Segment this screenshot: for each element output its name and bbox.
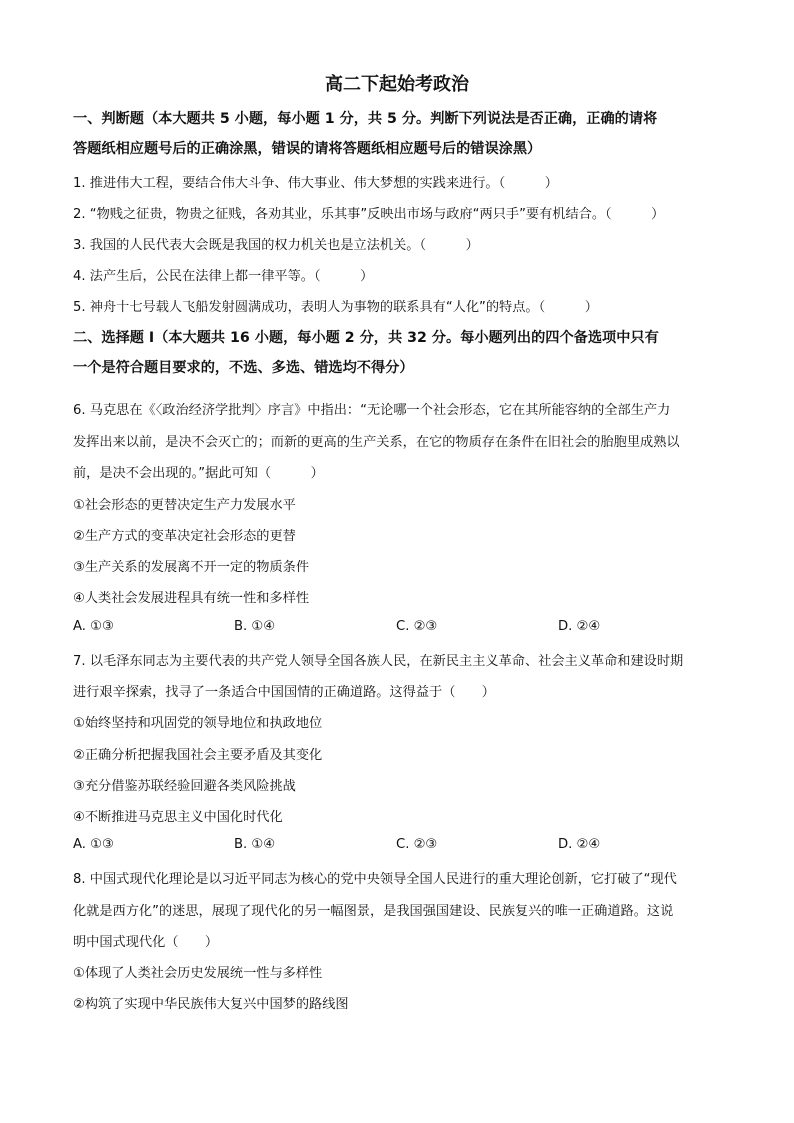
q6-stem-line-3: 前，是决不会出现的。”据此可知（ ）: [73, 466, 324, 481]
q6-option-d: D. ②④: [558, 619, 601, 634]
q7-stem-line-1: 7. 以毛泽东同志为主要代表的共产党人领导全国各族人民，在新民主主义革命、社会主义革命和建设时期: [73, 654, 684, 669]
judgment-item-4: 4. 法产生后，公民在法律上都一律平等。（ ）: [73, 269, 374, 284]
section2-heading-line-1: 二、选择题 I（本大题共 16 小题，每小题 2 分，共 32 分。每小题列出的四个备选项中只有: [73, 330, 659, 346]
q7-statement-1: ①始终坚持和巩固党的领导地位和执政地位: [73, 716, 323, 731]
q6-option-a: A. ①③: [73, 619, 114, 634]
section2-heading-line-2: 一个是符合题目要求的，不选、多选、错选均不得分）: [73, 360, 414, 376]
section1-heading-line-2: 答题纸相应题号后的正确涂黑，错误的请将答题纸相应题号后的错误涂黑）: [73, 141, 542, 157]
q8-stem-line-2: 化就是西方化”的迷思，展现了现代化的另一幅图景，是我国强国建设、民族复兴的唯一正确道路。这说: [73, 904, 674, 919]
q6-option-b: B. ①④: [234, 619, 276, 634]
q8-stem-line-1: 8. 中国式现代化理论是以习近平同志为核心的党中央领导全国人民进行的重大理论创新，它打破了“现代: [73, 872, 677, 887]
q7-option-c: C. ②③: [396, 837, 438, 852]
page-title: 高二下起始考政治: [325, 74, 469, 95]
judgment-item-3: 3. 我国的人民代表大会既是我国的权力机关也是立法机关。（ ）: [73, 238, 479, 253]
judgment-item-1: 1. 推进伟大工程，要结合伟大斗争、伟大事业、伟大梦想的实践来进行。（ ）: [73, 176, 558, 191]
q7-option-b: B. ①④: [234, 837, 276, 852]
q6-stem-line-1: 6. 马克思在《〈政治经济学批判〉序言》中指出：“无论哪一个社会形态，它在其所能容纳的全部生产力: [73, 403, 671, 418]
q6-statement-3: ③生产关系的发展离不开一定的物质条件: [73, 560, 310, 575]
q6-option-c: C. ②③: [396, 619, 438, 634]
q6-statement-2: ②生产方式的变革决定社会形态的更替: [73, 529, 296, 544]
q7-option-a: A. ①③: [73, 837, 114, 852]
judgment-item-5: 5. 神舟十七号载人飞船发射圆满成功，表明人为事物的联系具有“人化”的特点。（ ）: [73, 300, 598, 315]
q7-statement-4: ④不断推进马克思主义中国化时代化: [73, 810, 283, 825]
q6-stem-line-2: 发挥出来以前，是决不会灭亡的；而新的更高的生产关系，在它的物质存在条件在旧社会的胎胞里成熟以: [73, 435, 680, 450]
q7-statement-2: ②正确分析把握我国社会主要矛盾及其变化: [73, 748, 323, 763]
q8-statement-2: ②构筑了实现中华民族伟大复兴中国梦的路线图: [73, 997, 349, 1012]
q7-statement-3: ③充分借鉴苏联经验回避各类风险挑战: [73, 779, 296, 794]
section1-heading-line-1: 一、判断题（本大题共 5 小题，每小题 1 分，共 5 分。判断下列说法是否正确，正确的请将: [73, 111, 658, 127]
q8-statement-1: ①体现了人类社会历史发展统一性与多样性: [73, 966, 323, 981]
q6-statement-4: ④人类社会发展进程具有统一性和多样性: [73, 591, 310, 606]
q7-option-d: D. ②④: [558, 837, 601, 852]
q6-statement-1: ①社会形态的更替决定生产力发展水平: [73, 498, 296, 513]
q7-stem-line-2: 进行艰辛探索，找寻了一条适合中国国情的正确道路。这得益于（ ）: [73, 685, 495, 700]
q8-stem-line-3: 明中国式现代化（ ）: [73, 935, 219, 950]
judgment-item-2: 2. “物贱之征贵，物贵之征贱，各劝其业，乐其事”反映出市场与政府“两只手”要有机结合。（ ）: [73, 207, 665, 222]
